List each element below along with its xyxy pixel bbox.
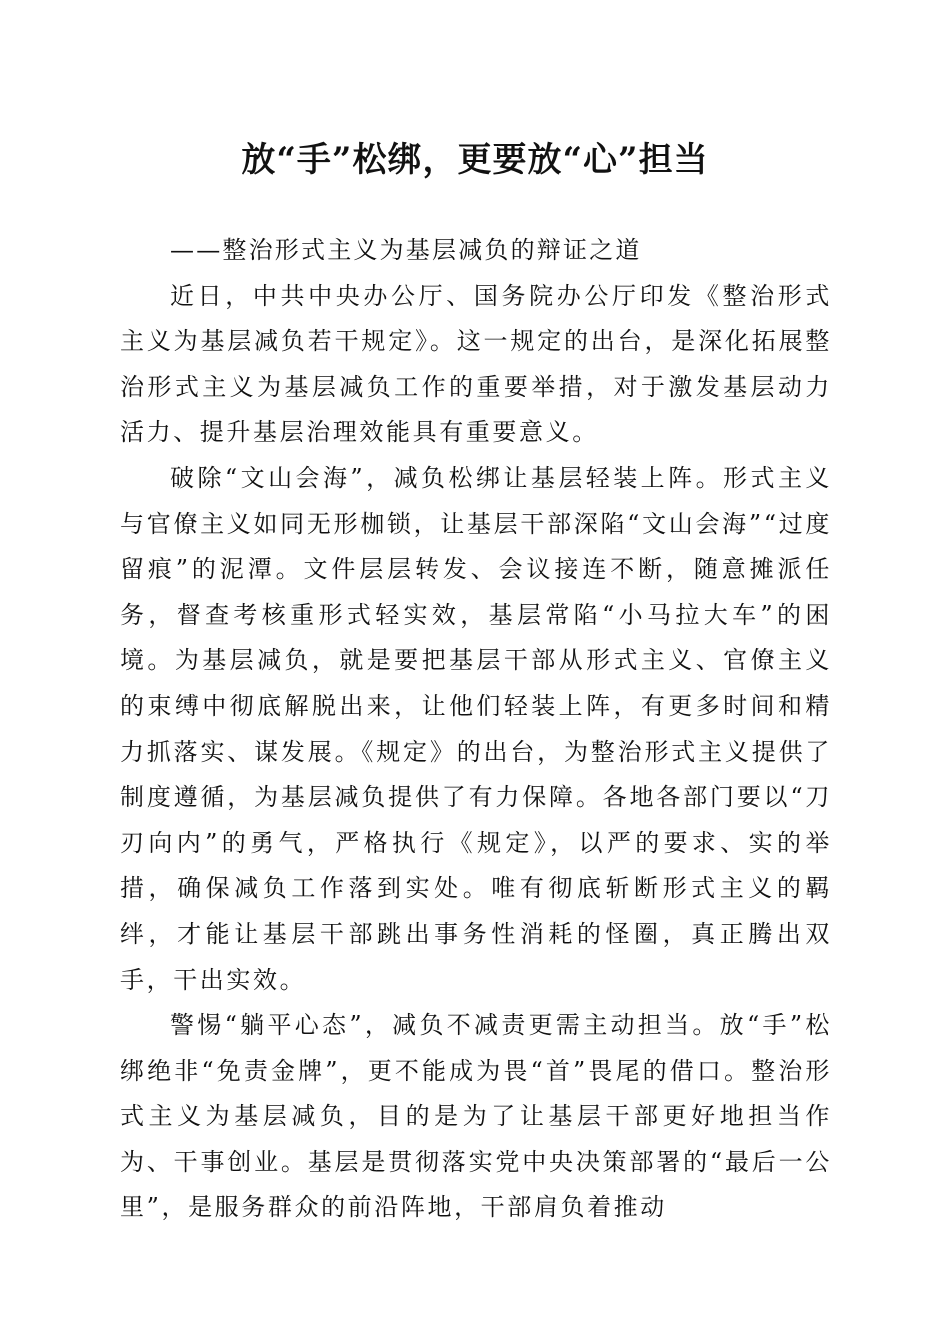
paragraph-1: 近日，中共中央办公厅、国务院办公厅印发《整治形式主义为基层减负若干规定》。这一规定的出台，是深化拓展整治形式主义为基层减负工作的重要举措，对于激发基层动力活力、提升基层治理效能具有重要意义。 — [120, 281, 832, 447]
document-subtitle: ——整治形式主义为基层减负的辩证之道 — [170, 236, 642, 264]
paragraph-3: 警惕“躺平心态”，减负不减责更需主动担当。放“手”松绑绝非“免责金牌”，更不能成为畏“首”畏尾的借口。整治形式主义为基层减负，目的是为了让基层干部更好地担当作为、干事创业。基层是贯彻落实党中央决策部署的“最后一公里”，是服务群众的前沿阵地，干部肩负着推动 — [120, 1011, 832, 1222]
document-title: 放“手”松绑，更要放“心”担当 — [241, 140, 709, 180]
paragraph-2: 破除“文山会海”，减负松绑让基层轻装上阵。形式主义与官僚主义如同无形枷锁，让基层干部深陷“文山会海”“过度留痕”的泥潭。文件层层转发、会议接连不断，随意摊派任务，督查考核重形式轻实效，基层常陷“小马拉大车”的困境。为基层减负，就是要把基层干部从形式主义、官僚主义的束缚中彻底解脱出来，让他们轻装上阵，有更多时间和精力抓落实、谋发展。《规定》的出台，为整治形式主义提供了制度遵循，为基层减负提供了有力保障。各地各部门要以“刀刃向内”的勇气，严格执行《规定》，以严的要求、实的举措，确保减负工作落到实处。唯有彻底斩断形式主义的羁绊，才能让基层干部跳出事务性消耗的怪圈，真正腾出双手，干出实效。 — [120, 463, 832, 994]
document-body — [120, 228, 832, 1231]
